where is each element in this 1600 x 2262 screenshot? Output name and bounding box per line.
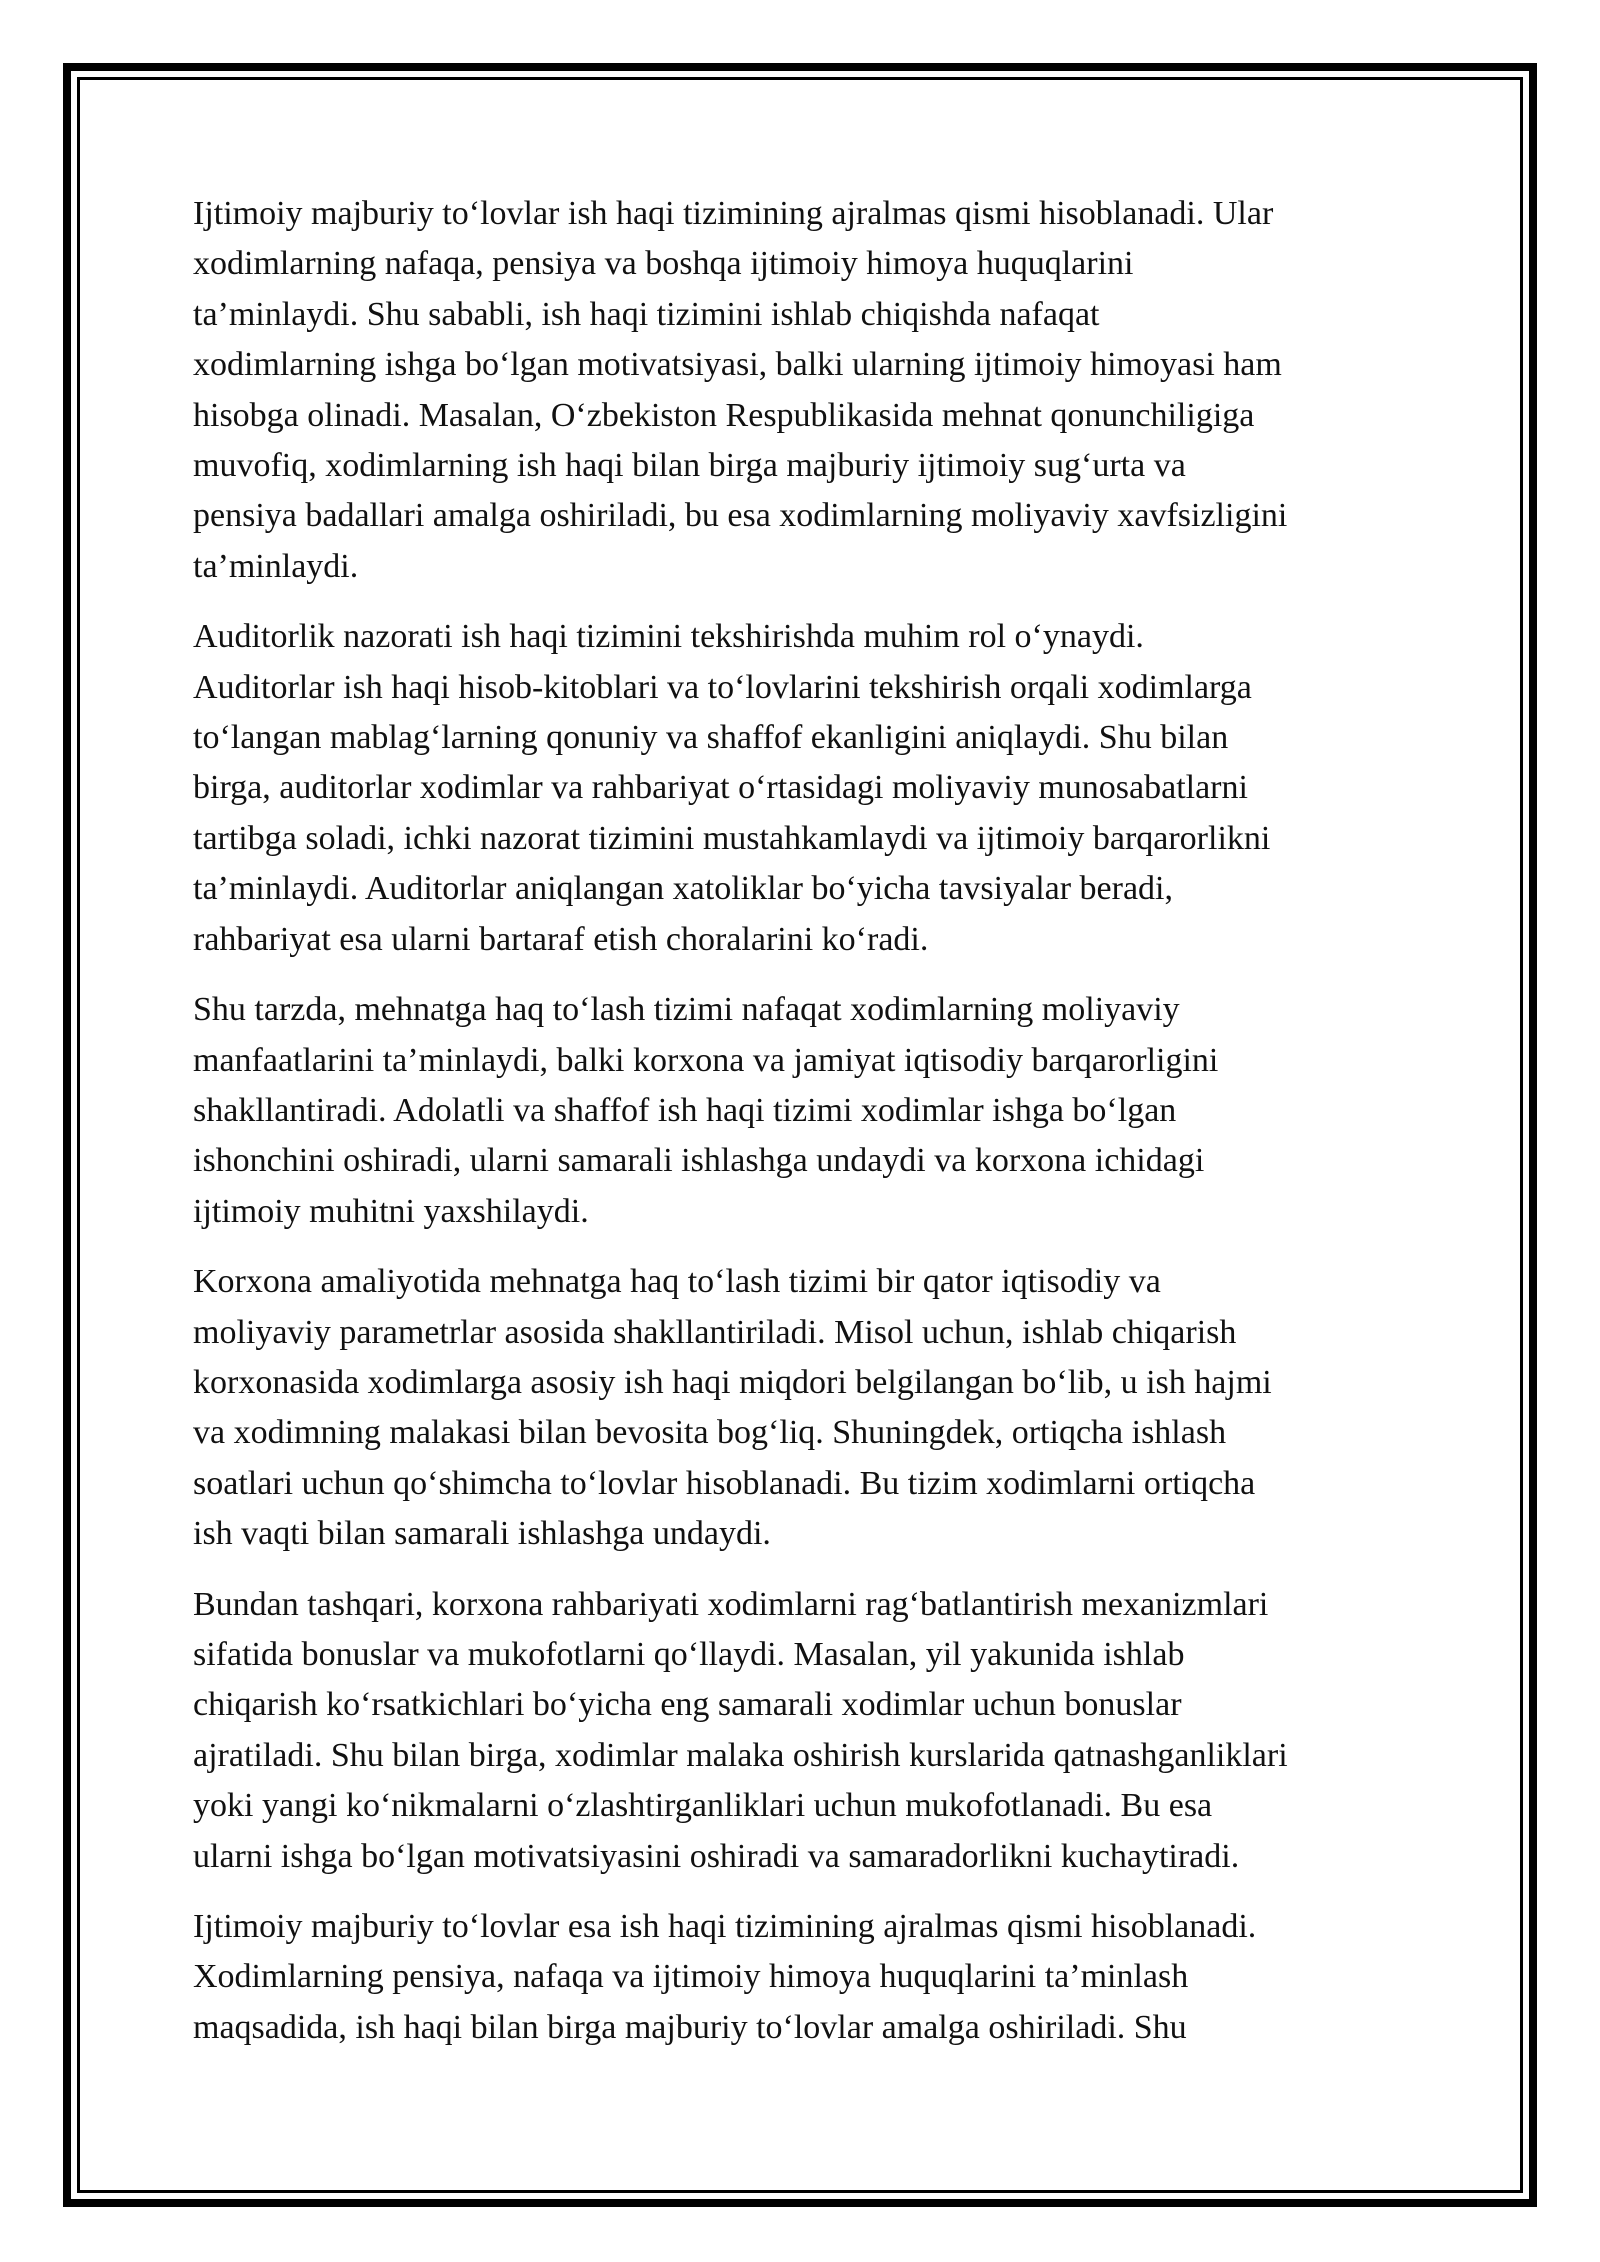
text-line: soatlari uchun qo‘shimcha to‘lovlar hisoblanadi. Bu tizim xodimlarni ortiqcha (193, 1464, 1256, 1502)
text-line: to‘langan mablag‘larning qonuniy va shaffof ekanligini aniqlaydi. Shu bilan (193, 719, 1229, 757)
text-line: Xodimlarning pensiya, nafaqa va ijtimoiy himoya huquqlarini ta’minlash (193, 1958, 1189, 1996)
paragraph-4 (193, 1257, 1423, 1559)
text-line: tartibga soladi, ichki nazorat tizimini mustahkamlaydi va ijtimoiy barqarorlikni (193, 819, 1271, 857)
text-line: Korxona amaliyotida mehnatga haq to‘lash tizimi bir qator iqtisodiy va (193, 1263, 1161, 1301)
text-line: moliyaviy parametrlar asosida shakllantiriladi. Misol uchun, ishlab chiqarish (193, 1313, 1237, 1351)
text-line: ta’minlaydi. (193, 547, 359, 585)
text-line: chiqarish ko‘rsatkichlari bo‘yicha eng samarali xodimlar uchun bonuslar (193, 1686, 1182, 1724)
text-line: Auditorlik nazorati ish haqi tizimini tekshirishda muhim rol o‘ynaydi. (193, 618, 1144, 656)
text-line: muvofiq, xodimlarning ish haqi bilan birga majburiy ijtimoiy sug‘urta va (193, 447, 1186, 485)
text-line: va xodimning malakasi bilan bevosita bog‘liq. Shuningdek, ortiqcha ishlash (193, 1414, 1227, 1452)
text-line: maqsadida, ish haqi bilan birga majburiy to‘lovlar amalga oshiriladi. Shu (193, 2008, 1187, 2046)
paragraph-5 (193, 1580, 1423, 1882)
paragraph-3 (193, 985, 1423, 1237)
document-body (193, 189, 1423, 2073)
text-line: rahbariyat esa ularni bartaraf etish choralarini ko‘radi. (193, 920, 929, 958)
text-line: yoki yangi ko‘nikmalarni o‘zlashtirganliklari uchun mukofotlanadi. Bu esa (193, 1787, 1213, 1825)
text-line: ishonchini oshiradi, ularni samarali ishlashga undaydi va korxona ichidagi (193, 1142, 1205, 1180)
text-line: pensiya badallari amalga oshiriladi, bu esa xodimlarning moliyaviy xavfsizligini (193, 497, 1288, 535)
text-line: Shu tarzda, mehnatga haq to‘lash tizimi nafaqat xodimlarning moliyaviy (193, 991, 1180, 1029)
text-line: hisobga olinadi. Masalan, O‘zbekiston Respublikasida mehnat qonunchiligiga (193, 396, 1255, 434)
text-line: Ijtimoiy majburiy to‘lovlar ish haqi tizimining ajralmas qismi hisoblanadi. Ular (193, 195, 1274, 232)
paragraph-2 (193, 612, 1423, 965)
text-line: ajratiladi. Shu bilan birga, xodimlar malaka oshirish kurslarida qatnashganliklari (193, 1736, 1288, 1774)
text-line: ish vaqti bilan samarali ishlashga undaydi. (193, 1515, 771, 1553)
text-line: ta’minlaydi. Shu sababli, ish haqi tizimini ishlab chiqishda nafaqat (193, 295, 1100, 333)
text-line: ta’minlaydi. Auditorlar aniqlangan xatoliklar bo‘yicha tavsiyalar beradi, (193, 870, 1174, 908)
paragraph-1 (193, 189, 1423, 592)
text-line: sifatida bonuslar va mukofotlarni qo‘llaydi. Masalan, yil yakunida ishlab (193, 1635, 1185, 1673)
text-line: xodimlarning ishga bo‘lgan motivatsiyasi, balki ularning ijtimoiy himoyasi ham (193, 346, 1282, 384)
text-line: ularni ishga bo‘lgan motivatsiyasini oshiradi va samaradorlikni kuchaytiradi. (193, 1837, 1240, 1875)
text-line: Auditorlar ish haqi hisob-kitoblari va to‘lovlarini tekshirish orqali xodimlarga (193, 668, 1252, 706)
text-line: birga, auditorlar xodimlar va rahbariyat o‘rtasidagi moliyaviy munosabatlarni (193, 769, 1248, 807)
text-line: korxonasida xodimlarga asosiy ish haqi miqdori belgilangan bo‘lib, u ish hajmi (193, 1363, 1272, 1401)
text-line: xodimlarning nafaqa, pensiya va boshqa ijtimoiy himoya huquqlarini (193, 245, 1134, 283)
text-line: Bundan tashqari, korxona rahbariyati xodimlarni rag‘batlantirish mexanizmlari (193, 1585, 1269, 1623)
text-line: ijtimoiy muhitni yaxshilaydi. (193, 1192, 589, 1230)
text-line: Ijtimoiy majburiy to‘lovlar esa ish haqi tizimining ajralmas qismi hisoblanadi. (193, 1908, 1257, 1945)
text-line: shakllantiradi. Adolatli va shaffof ish haqi tizimi xodimlar ishga bo‘lgan (193, 1091, 1177, 1129)
text-line: manfaatlarini ta’minlaydi, balki korxona va jamiyat iqtisodiy barqarorligini (193, 1041, 1219, 1079)
paragraph-6 (193, 1902, 1423, 2053)
